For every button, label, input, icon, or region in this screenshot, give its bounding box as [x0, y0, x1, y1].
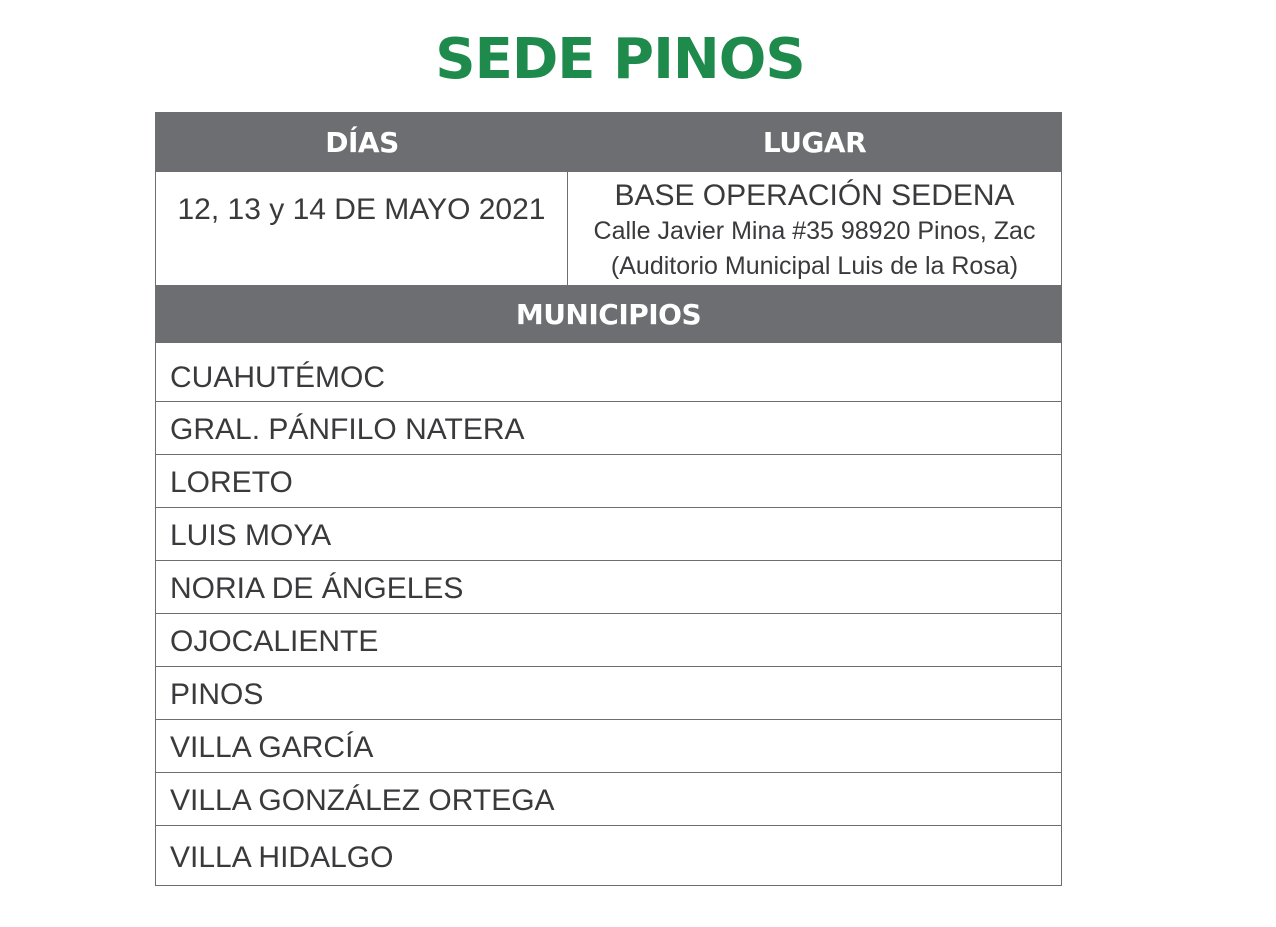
location-name: BASE OPERACIÓN SEDENA — [614, 179, 1015, 212]
municipality-item: VILLA GONZÁLEZ ORTEGA — [156, 772, 1061, 825]
event-location — [568, 172, 1061, 285]
municipality-item: VILLA GARCÍA — [156, 719, 1061, 772]
municipality-item: GRAL. PÁNFILO NATERA — [156, 401, 1061, 454]
municipality-item: CUAHUTÉMOC — [170, 361, 385, 394]
municipality-item: PINOS — [156, 666, 1061, 719]
municipality-item: VILLA HIDALGO — [156, 825, 1061, 885]
table-header-row — [156, 113, 1061, 172]
location-address: Calle Javier Mina #35 98920 Pinos, Zac — [593, 217, 1036, 245]
header-place: LUGAR — [762, 126, 867, 159]
municipality-item: NORIA DE ÁNGELES — [156, 560, 1061, 613]
header-days: DÍAS — [325, 126, 399, 159]
municipalities-header: MUNICIPIOS — [156, 285, 1061, 343]
page-title: SEDE PINOS — [435, 27, 805, 92]
municipality-item: LORETO — [156, 454, 1061, 507]
municipality-item: OJOCALIENTE — [156, 613, 1061, 666]
municipality-item: LUIS MOYA — [156, 507, 1061, 560]
schedule-table — [155, 112, 1062, 886]
location-venue: (Auditorio Municipal Luis de la Rosa) — [610, 252, 1019, 280]
event-dates: 12, 13 y 14 DE MAYO 2021 — [156, 172, 568, 285]
info-row — [156, 172, 1061, 285]
municipalities-list — [156, 343, 1061, 885]
